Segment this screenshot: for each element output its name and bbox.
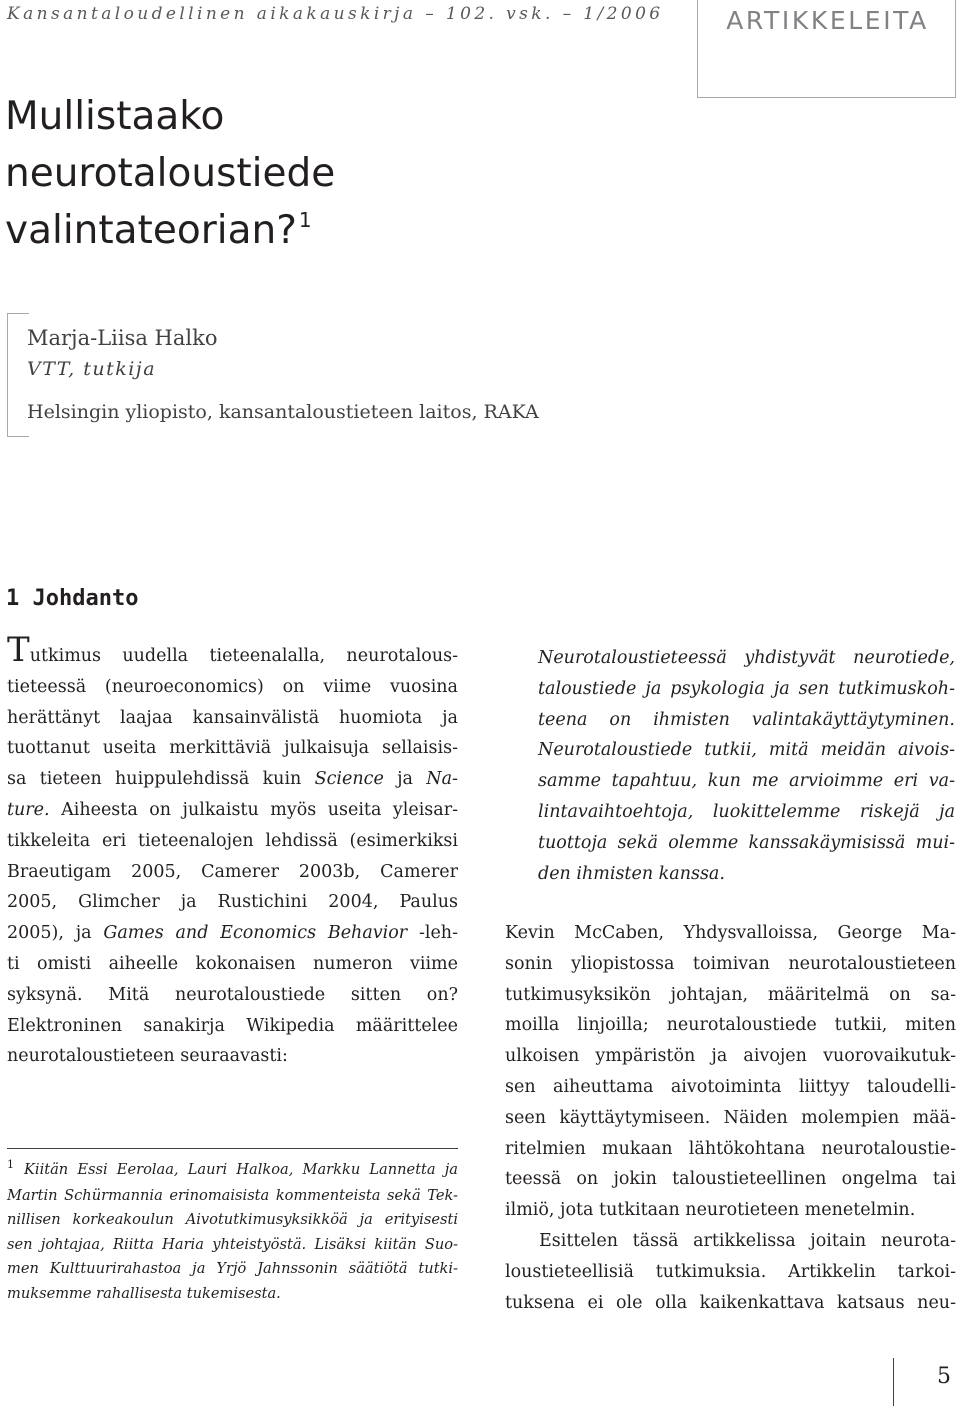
footnote xyxy=(7,1158,458,1307)
body-line: neurotaloustieteen seuraavasti: xyxy=(7,1046,288,1067)
body-line: tuottanut useita merkittäviä julkaisuja sellaisis- xyxy=(7,738,458,759)
journal-name-nature-cont: ture. xyxy=(7,799,50,820)
page-number: 5 xyxy=(937,1364,951,1389)
footnote-line: men Kulttuurirahastoa ja Yrjö Jahnssonin säätiötä tutki- xyxy=(7,1260,458,1278)
body-line: moilla linjoilla; neurotaloustiede tutkii, miten xyxy=(505,1015,956,1036)
title-line-1: Mullistaako xyxy=(5,94,225,139)
dropcap: T xyxy=(7,630,30,670)
quote-line: lintavaihtoehtoja, luokittelemme riskejä ja xyxy=(538,801,955,822)
author-bracket xyxy=(7,313,29,437)
journal-header: Kansantaloudellinen aikakauskirja – 102. vsk. – 1/2006 xyxy=(7,4,664,24)
quote-line: samme tapahtuu, kun me arvioimme eri va- xyxy=(538,771,955,792)
article-title xyxy=(5,88,565,265)
footnote-line: muksemme rahallisesta tukemisesta. xyxy=(7,1284,281,1302)
right-column xyxy=(505,918,956,1318)
body-line: syksynä. Mitä neurotaloustiede sitten on? xyxy=(7,984,458,1005)
title-line-3-text: valintateorian? xyxy=(5,208,297,253)
quote-line: taloustiede ja psykologia ja sen tutkimuskoh- xyxy=(538,678,955,699)
footnote-line: Martin Schürmannia erinomaisista kommenteista sekä Tek- xyxy=(7,1186,458,1204)
body-line: ilmiö, jota tutkitaan neurotieteen menetelmin. xyxy=(505,1200,916,1221)
author-role: VTT, tutkija xyxy=(27,358,157,380)
footnote-number: 1 xyxy=(7,1158,14,1171)
body-text: -leh- xyxy=(407,923,458,944)
footnote-line: sen johtajaa, Riitta Haria yhteistyöstä. Lisäksi kiitän Suo- xyxy=(7,1235,458,1253)
footnote-line: nillisen korkeakoulun Aivotutkimusyksikköä ja erityisesti xyxy=(7,1211,458,1229)
quote-line: tuottoja sekä olemme kanssakäymisissä mui- xyxy=(538,832,955,853)
body-text: sa tieteen huippulehdissä kuin xyxy=(7,769,302,790)
journal-name-nature: Na- xyxy=(426,769,458,790)
body-text: ja xyxy=(383,769,427,790)
body-line: ulkoisen ympäristön ja aivojen vuorovaikutuk- xyxy=(505,1046,956,1067)
body-line: seen käyttäytymiseen. Näiden molempien mää- xyxy=(505,1107,956,1128)
footnote-divider xyxy=(7,1148,458,1149)
title-footnote-mark: 1 xyxy=(298,208,312,232)
author-name: Marja-Liisa Halko xyxy=(27,326,218,350)
quote-line: Neurotaloustieteessä yhdistyvät neurotiede, xyxy=(538,648,955,668)
body-text: 2005), ja xyxy=(7,923,104,944)
body-line: sonin yliopistossa toimivan neurotaloustieteen xyxy=(505,953,956,974)
page-number-rule xyxy=(893,1358,894,1406)
body-line xyxy=(7,918,458,949)
body-line: Kevin McCaben, Yhdysvalloissa, George Ma- xyxy=(505,923,956,943)
definition-quote xyxy=(538,643,955,889)
quote-line: teena on ihmisten valintakäyttäytyminen. xyxy=(538,709,955,730)
body-line: tutkimusyksikön johtajan, määritelmä on sa- xyxy=(505,984,956,1005)
footnote-text: Kiitän Essi Eerolaa, Lauri Halkoa, Markku Lannetta ja xyxy=(24,1161,458,1178)
title-line-3 xyxy=(5,202,565,265)
body-line xyxy=(7,795,458,826)
body-line: teessä on jokin taloustieteellinen ongelma tai xyxy=(505,1169,956,1190)
body-line xyxy=(7,764,458,795)
body-line: ti omisti aiheelle kokonaisen numeron viime xyxy=(7,953,458,974)
quote-line: den ihmisten kanssa. xyxy=(538,863,725,884)
body-line xyxy=(7,630,458,672)
section-heading: 1 Johdanto xyxy=(6,586,139,611)
left-column xyxy=(7,630,458,1072)
author-affiliation: Helsingin yliopisto, kansantaloustieteen laitos, RAKA xyxy=(27,401,539,423)
body-text: Aiheesta on julkaistu myös useita yleisar- xyxy=(49,799,458,820)
body-line: Braeutigam 2005, Camerer 2003b, Camerer xyxy=(7,861,458,882)
title-line-2: neurotaloustiede xyxy=(5,151,336,196)
body-line: loustieteellisiä tutkimuksia. Artikkelin tarkoi- xyxy=(505,1261,956,1282)
body-line: herättänyt laajaa kansainvälistä huomiota ja xyxy=(7,707,458,728)
journal-name-games: Games and Economics Behavior xyxy=(103,923,408,944)
section-label-box xyxy=(697,0,956,98)
body-line: ritelmien mukaan lähtökohtana neurotaloustie- xyxy=(505,1138,956,1159)
body-line: tuksena ei ole olla kaikenkattava katsaus neu- xyxy=(505,1292,956,1313)
body-text: utkimus uudella tieteenalalla, neurotalous- xyxy=(29,646,458,666)
section-label: ARTIKKELEITA xyxy=(726,6,929,35)
quote-line: Neurotaloustiede tutkii, mitä meidän aivois- xyxy=(538,740,955,761)
journal-name-science: Science xyxy=(314,769,384,790)
footnote-line xyxy=(7,1158,458,1184)
body-line: tieteessä (neuroeconomics) on viime vuosina xyxy=(7,676,458,697)
body-line: 2005, Glimcher ja Rustichini 2004, Paulus xyxy=(7,892,458,913)
body-line: Elektroninen sanakirja Wikipedia määrittelee xyxy=(7,1015,458,1036)
body-line: tikkeleita eri tieteenalojen lehdissä (esimerkiksi xyxy=(7,830,458,851)
body-line: Esittelen tässä artikkelissa joitain neurota- xyxy=(539,1230,956,1251)
body-line: sen aiheuttama aivotoiminta liittyy taloudelli- xyxy=(505,1076,956,1097)
